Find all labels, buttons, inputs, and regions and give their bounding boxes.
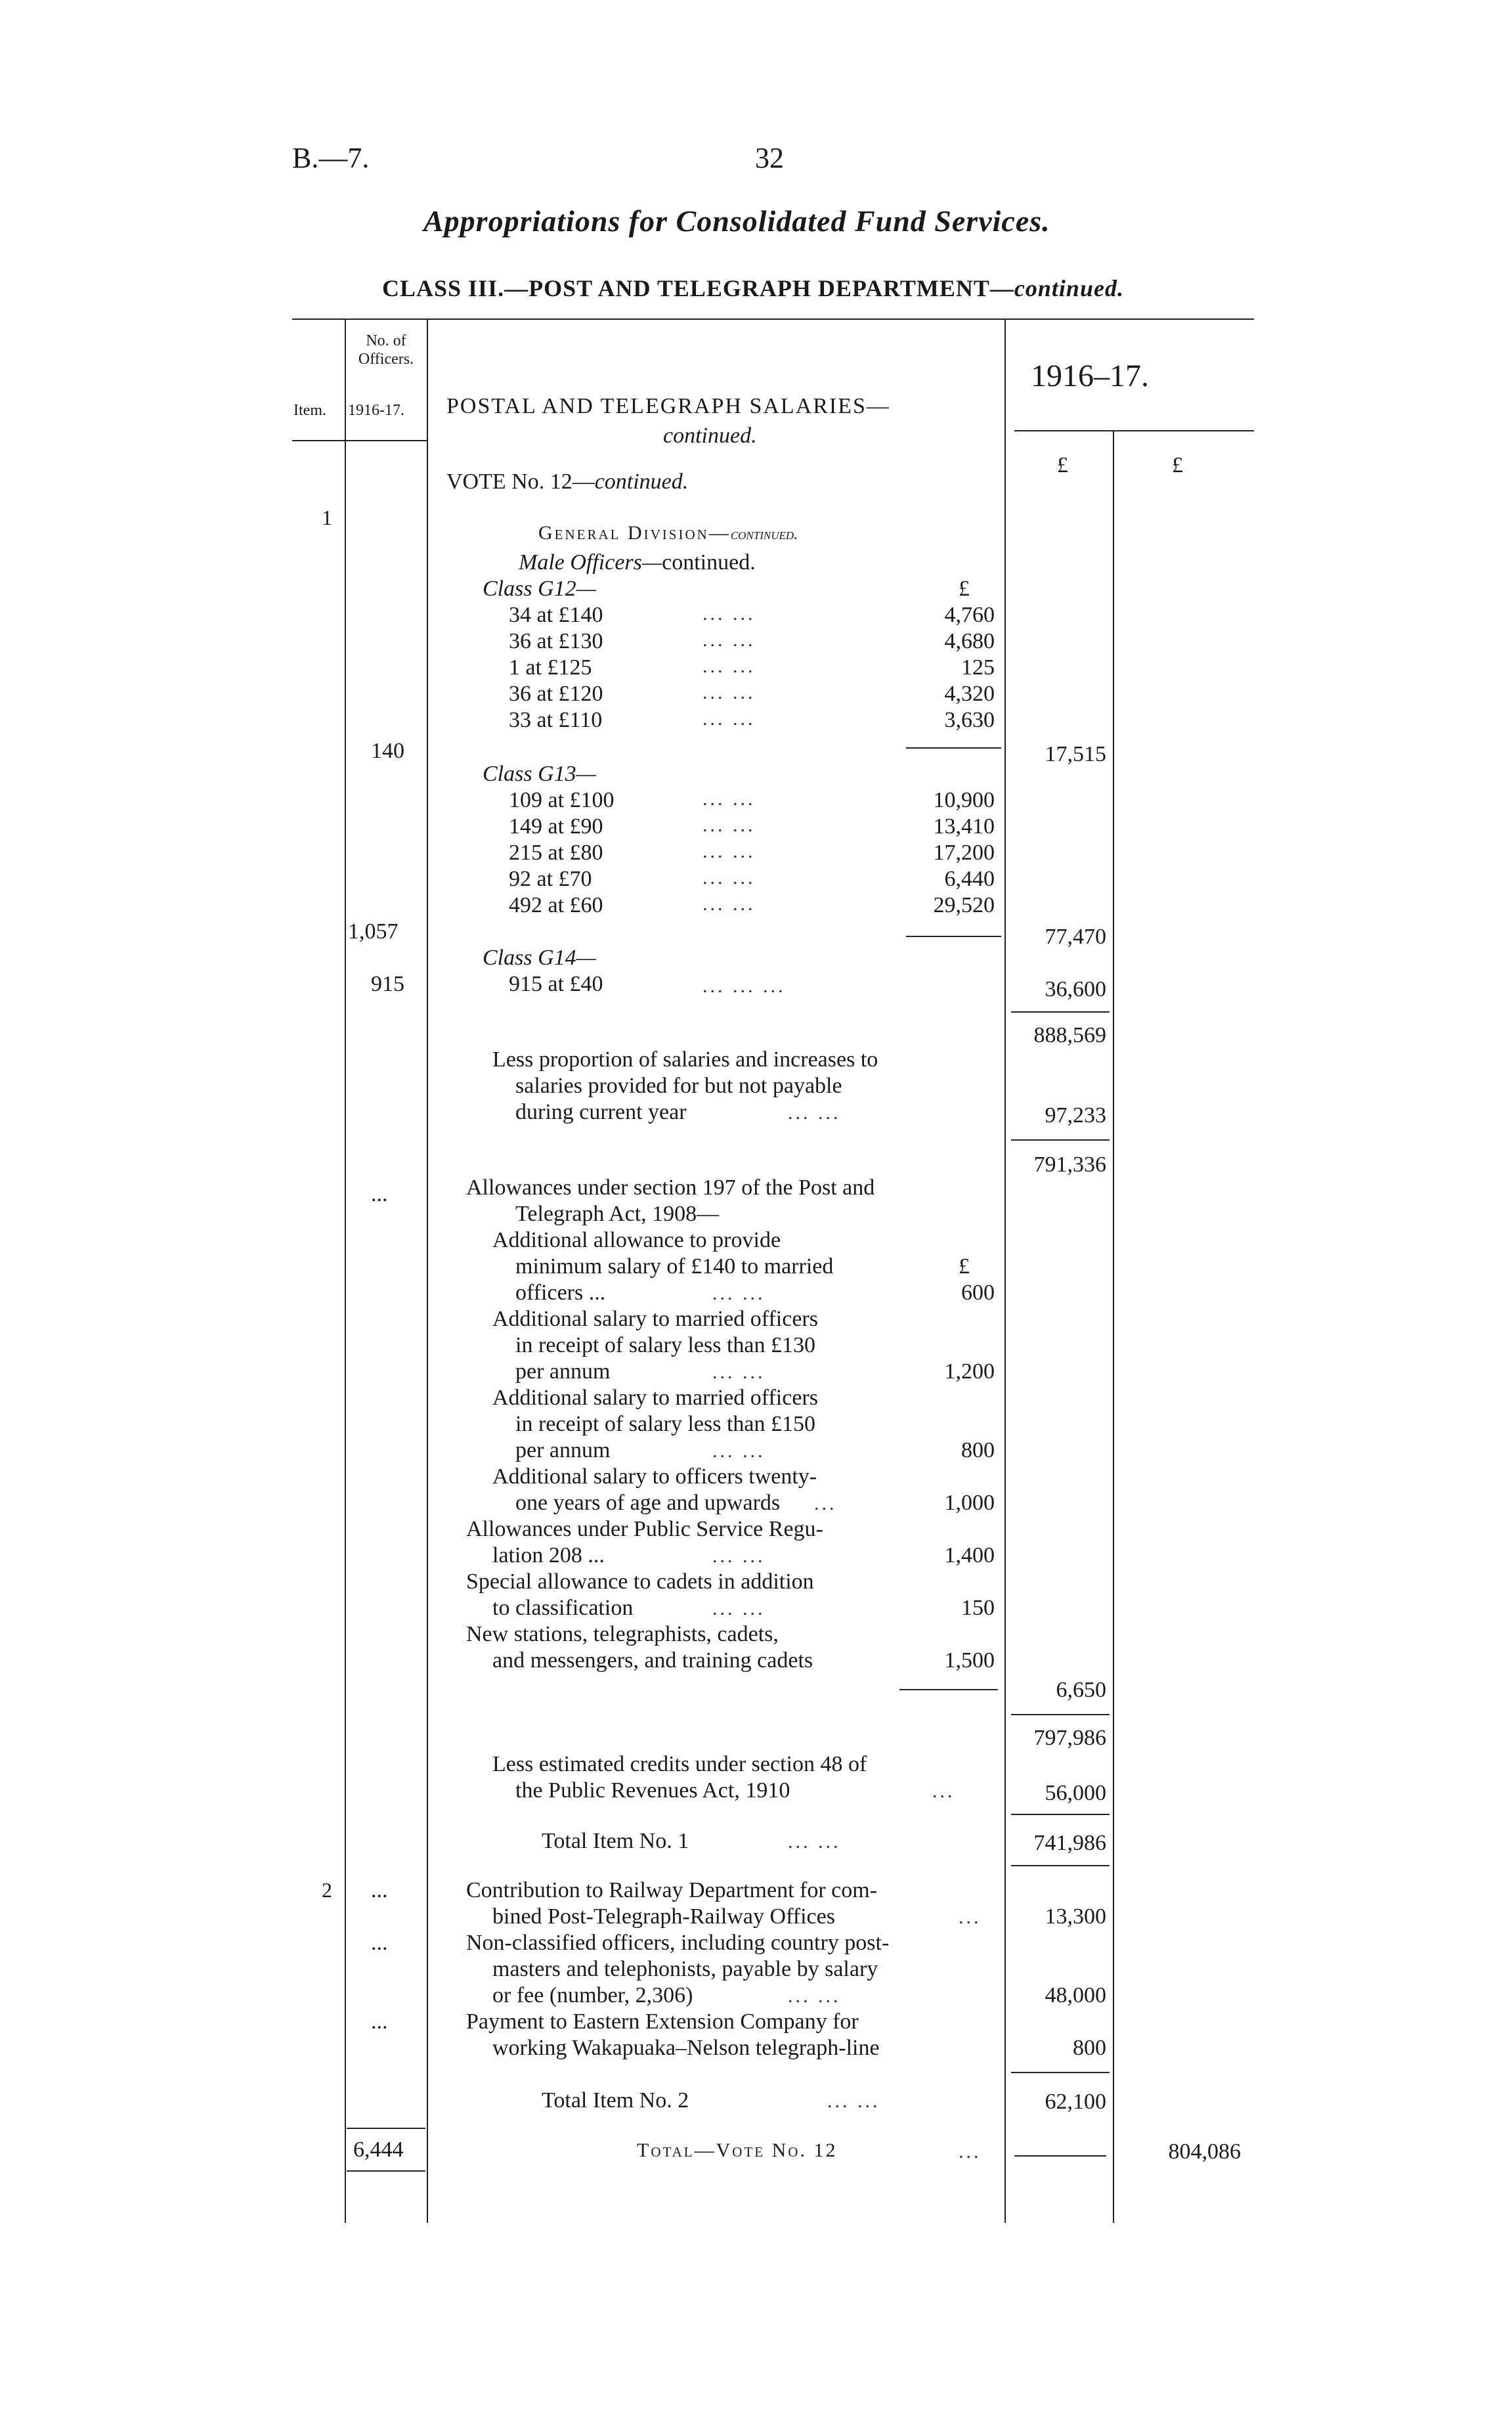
allowance-line: in receipt of salary less than £130	[515, 1333, 815, 1357]
allowance-line: Allowances under Public Service Regu-	[466, 1517, 823, 1541]
item2-entry-amount: 13,300	[1045, 1904, 1106, 1929]
allowance-line: Additional salary to married officers	[492, 1386, 818, 1410]
g12-total: 17,515	[1045, 742, 1106, 766]
total-vote-leader: ...	[959, 2141, 982, 2162]
g13-row-leader: ... ...	[702, 867, 756, 888]
item2-entry-line: Contribution to Railway Department for com-	[466, 1878, 878, 1902]
g13-row-amount: 29,520	[933, 893, 995, 917]
item2-entry-line: masters and telephonists, payable by salary	[492, 1957, 878, 1981]
allowances-officers: ...	[371, 1182, 388, 1206]
division-label: General Division—	[538, 522, 731, 544]
total-item-2-label: Total Item No. 2	[542, 2088, 689, 2113]
item-1-end-rule	[1011, 1865, 1110, 1866]
officers-header-rule	[292, 440, 427, 441]
total-officers-bottom-rule	[347, 2170, 425, 2172]
g12-sum-rule	[906, 747, 1001, 749]
allowance-leader: ... ...	[712, 1283, 766, 1304]
allowance-amount: 1,400	[944, 1543, 995, 1568]
division-heading	[538, 522, 798, 544]
g12-row-leader: ... ...	[702, 629, 756, 651]
subtotal-1-rule	[1011, 1011, 1110, 1013]
allowances-total: 6,650	[1056, 1678, 1106, 1702]
g14-row-leader: ... ... ...	[702, 975, 786, 997]
item-number-1: 1	[322, 506, 332, 529]
g14-total: 36,600	[1045, 977, 1106, 1001]
total-item-1-leader: ... ...	[788, 1831, 841, 1853]
item2-entry-amount: 48,000	[1045, 1983, 1106, 2007]
g13-row-amount: 6,440	[944, 867, 995, 891]
allowance-leader: ... ...	[712, 1361, 766, 1383]
allowances-heading-2: Telegraph Act, 1908—	[515, 1202, 720, 1226]
g12-row-amount: 4,760	[944, 603, 995, 627]
g13-officers: 1,057	[348, 919, 399, 944]
allowance-leader: ... ...	[712, 1545, 766, 1567]
subtotal-3-rule	[1011, 1714, 1110, 1715]
allowance-line: Additional salary to officers twenty-	[492, 1464, 817, 1489]
g12-officers: 140	[371, 739, 404, 763]
total-item2-rule	[1011, 2072, 1110, 2073]
item2-entry-leader: ... ...	[788, 1985, 841, 2007]
page-title: Appropriations for Consolidated Fund Services.	[423, 204, 1050, 238]
g14-officers: 915	[371, 972, 404, 996]
vote-heading	[446, 470, 688, 494]
g13-sum-rule	[906, 936, 1001, 937]
g12-row-leader: ... ...	[702, 655, 756, 677]
male-officers-heading	[519, 550, 756, 575]
item-column-rule	[345, 318, 346, 2223]
less-proportion-line3: during current year	[515, 1100, 687, 1124]
officers-column-header: No. of Officers.	[358, 332, 414, 368]
allowance-amount: 600	[961, 1281, 995, 1305]
g12-row-amount: 4,680	[944, 629, 995, 653]
allowance-amount: 1,000	[944, 1491, 995, 1515]
g13-row-leader: ... ...	[702, 893, 756, 915]
g12-row-desc: 36 at £130	[509, 629, 603, 653]
allowance-line: in receipt of salary less than £150	[515, 1412, 815, 1436]
g13-row-desc: 92 at £70	[509, 867, 592, 891]
g12-row-amount: 4,320	[944, 682, 995, 706]
total-item1-rule	[1011, 1814, 1110, 1815]
item2-entry-line: or fee (number, 2,306)	[492, 1983, 693, 2007]
item2-entry-officers: ...	[371, 1878, 388, 1902]
g13-row-amount: 10,900	[933, 788, 995, 812]
g13-row-desc: 109 at £100	[509, 788, 615, 812]
allowance-line: minimum salary of £140 to married	[515, 1254, 834, 1279]
g13-row-amount: 13,410	[933, 814, 995, 839]
pound-header-1: £	[1057, 453, 1068, 477]
less-credits-leader: ...	[932, 1780, 955, 1802]
allowances-heading-1: Allowances under section 197 of the Post and	[466, 1175, 875, 1200]
class-heading-text: CLASS III.—POST AND TELEGRAPH DEPARTMENT—	[382, 275, 1014, 301]
g13-row-desc: 492 at £60	[509, 893, 603, 917]
description-column-rule	[1004, 318, 1006, 2223]
male-officers-continued: continued.	[662, 550, 756, 575]
subtotal-1: 888,569	[1033, 1023, 1106, 1047]
allowance-line: lation 208 ...	[492, 1543, 605, 1568]
officers-column-rule	[427, 318, 428, 2223]
g12-row-amount: 125	[961, 655, 995, 680]
amount-header-rule	[1014, 430, 1254, 431]
allowance-line: officers ...	[515, 1281, 606, 1305]
item2-entry-leader: ...	[959, 1906, 982, 1928]
allowance-amount: 800	[961, 1438, 995, 1462]
vote-continued: continued.	[594, 470, 689, 494]
g12-row-leader: ... ...	[702, 682, 756, 703]
item2-entry-line: Payment to Eastern Extension Company for	[466, 2009, 859, 2034]
item2-entry-amount: 800	[1073, 2036, 1106, 2060]
vote-label: VOTE No. 12—	[446, 470, 595, 494]
total-officers-rule	[347, 2128, 425, 2129]
item2-entry-officers: ...	[371, 1931, 388, 1955]
section-title: POSTAL AND TELEGRAPH SALARIES—	[446, 394, 890, 418]
total-vote-label: Total—Vote No. 12	[637, 2139, 838, 2161]
allowances-sum-rule	[899, 1689, 998, 1690]
g13-row-desc: 149 at £90	[509, 814, 603, 839]
allowance-leader: ...	[814, 1493, 837, 1514]
subtotal-3: 797,986	[1033, 1726, 1106, 1750]
allowance-leader: ... ...	[712, 1598, 766, 1619]
allowance-line: per annum	[515, 1438, 611, 1462]
g13-total: 77,470	[1045, 925, 1106, 949]
allowance-line: to classification	[492, 1596, 634, 1620]
allowance-line: Special allowance to cadets in addition	[466, 1569, 814, 1594]
allowances-pound: £	[959, 1254, 970, 1279]
total-vote-dash	[1014, 2155, 1106, 2157]
amount-column-rule	[1113, 430, 1114, 2223]
officers-year-header: 1916-17.	[348, 402, 404, 419]
page-number: 32	[755, 142, 784, 174]
allowance-line: per annum	[515, 1359, 611, 1384]
g13-row-amount: 17,200	[933, 841, 995, 865]
total-item-2-leader: ... ...	[827, 2090, 880, 2112]
item-number-2: 2	[322, 1878, 332, 1902]
item2-entry-line: working Wakapuaka–Nelson telegraph-line	[492, 2036, 880, 2060]
allowance-line: New stations, telegraphists, cadets,	[466, 1622, 779, 1646]
item2-entry-line: Non-classified officers, including country post-	[466, 1931, 890, 1955]
g12-row-desc: 1 at £125	[509, 655, 592, 680]
g12-row-leader: ... ...	[702, 708, 756, 730]
less-credits-line1: Less estimated credits under section 48 of	[492, 1752, 867, 1776]
allowance-amount: 150	[961, 1596, 995, 1620]
g13-row-leader: ... ...	[702, 841, 756, 862]
g13-row-leader: ... ...	[702, 814, 756, 836]
total-item-1-label: Total Item No. 1	[542, 1829, 689, 1853]
total-vote-officers: 6,444	[353, 2138, 404, 2162]
g12-row-amount: 3,630	[944, 708, 995, 732]
total-item-2-amount: 62,100	[1045, 2090, 1106, 2114]
class-heading	[382, 274, 1124, 302]
class-g14-heading: Class G14—	[483, 946, 596, 970]
less-proportion-line2: salaries provided for but not payable	[515, 1074, 842, 1098]
male-officers-label: Male Officers—	[519, 550, 662, 575]
allowance-line: Additional allowance to provide	[492, 1228, 781, 1252]
allowance-leader: ... ...	[712, 1440, 766, 1462]
year-column-header: 1916–17.	[1031, 359, 1149, 393]
allowance-amount: 1,200	[944, 1359, 995, 1384]
total-item-1-amount: 741,986	[1033, 1831, 1106, 1855]
item-column-header: Item.	[293, 402, 326, 419]
subtotal-2: 791,336	[1033, 1152, 1106, 1177]
section-title-continued: continued.	[663, 424, 757, 448]
g14-row-desc: 915 at £40	[509, 972, 603, 996]
class-g12-pound: £	[959, 577, 970, 601]
subtotal-2-rule	[1011, 1139, 1110, 1141]
g12-row-desc: 33 at £110	[509, 708, 603, 732]
less-proportion-line1: Less proportion of salaries and increases to	[492, 1047, 878, 1072]
division-continued: continued.	[730, 526, 798, 543]
g13-row-leader: ... ...	[702, 788, 756, 810]
less-credits-amount: 56,000	[1045, 1781, 1106, 1805]
allowance-line: Additional salary to married officers	[492, 1307, 818, 1331]
table-top-rule	[292, 318, 1254, 320]
class-g13-heading: Class G13—	[483, 762, 596, 786]
class-heading-continued: continued.	[1014, 275, 1124, 301]
allowance-amount: 1,500	[944, 1648, 995, 1673]
pound-header-2: £	[1172, 453, 1183, 477]
item2-entry-line: bined Post-Telegraph-Railway Offices	[492, 1904, 835, 1929]
less-credits-line2: the Public Revenues Act, 1910	[515, 1778, 790, 1803]
class-g12-heading: Class G12—	[483, 577, 596, 601]
less-proportion-amount: 97,233	[1045, 1103, 1106, 1128]
g12-row-desc: 34 at £140	[509, 603, 603, 627]
report-code: B.—7.	[292, 142, 370, 174]
less-proportion-leader: ... ...	[788, 1102, 841, 1124]
g13-row-desc: 215 at £80	[509, 841, 603, 865]
g12-row-desc: 36 at £120	[509, 682, 603, 706]
allowance-line: one years of age and upwards	[515, 1491, 781, 1515]
item2-entry-officers: ...	[371, 2009, 388, 2034]
allowance-line: and messengers, and training cadets	[492, 1648, 813, 1673]
g12-row-leader: ... ...	[702, 603, 756, 625]
total-vote-amount: 804,086	[1168, 2139, 1241, 2164]
